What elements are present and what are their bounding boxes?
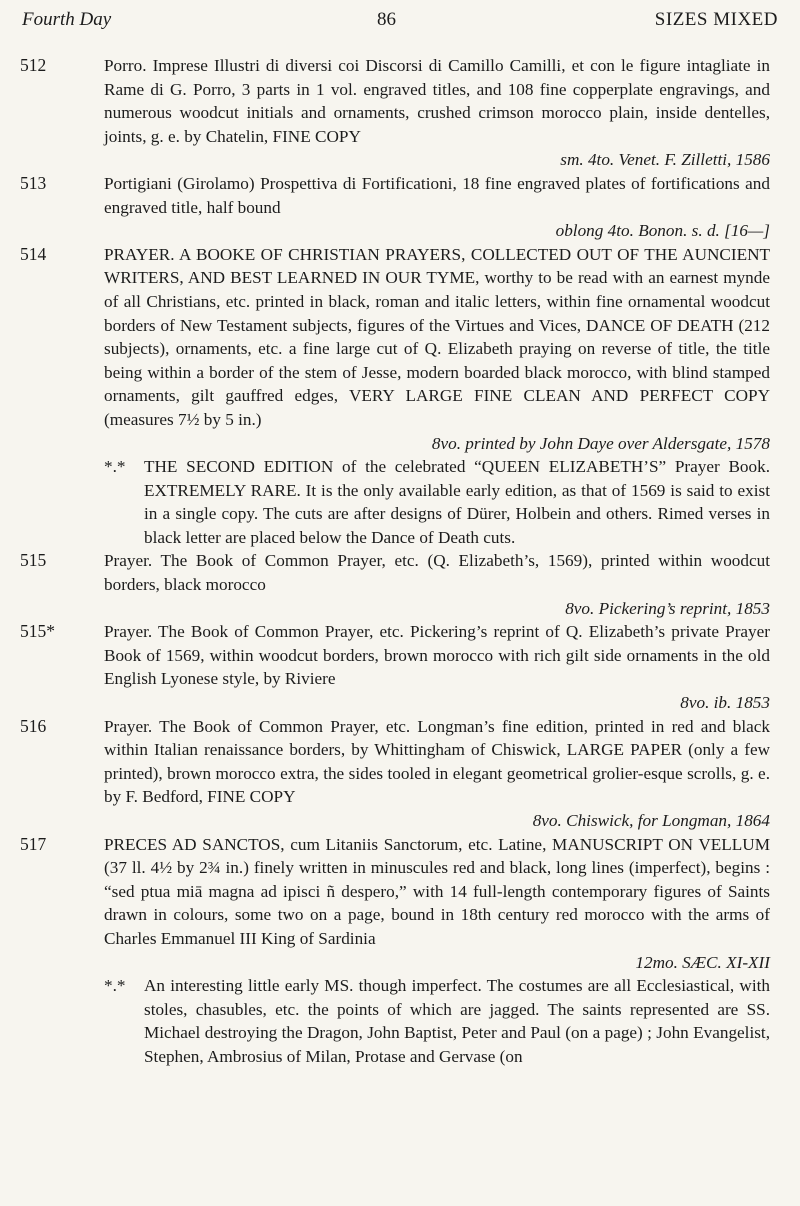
lot-entry (0, 54, 800, 172)
lot-description: Portigiani (Girolamo) Prospettiva di Fortificationi, 18 fine engraved plates of fortifications and engraved title, half bound (104, 173, 770, 217)
lot-number: 512 (20, 55, 47, 75)
lot-number: 514 (20, 243, 47, 264)
lot-entry (0, 549, 800, 620)
lot-entry (0, 833, 800, 975)
note-asterisks: *.* (104, 457, 126, 477)
lot-list (0, 54, 800, 1069)
lot-number: 513 (20, 172, 47, 193)
day-label: Fourth Day (22, 9, 112, 30)
lot-description: PRECES AD SANCTOS, cum Litaniis Sanctorum, etc. Latine, MANUSCRIPT ON VELLUM (37 ll. 4½ by 2¾ in.) finely written in minuscules red and black, long lines (imperfect), begins : “sed ptua miā magna ad ipisci ñ despero,” with 14 full-length contemporary figures of Saints drawn in colours, some two on a page, bound in 18th century red morocco with the arms of Charles Emmanuel III King of Sardinia (104, 834, 770, 948)
lot-description: Prayer. The Book of Common Prayer, etc. Longman’s fine edition, printed in red and black within Italian renaissance borders, by Whittingham of Chiswick, LARGE PAPER (only a few printed), brown morocco extra, the sides tooled in elegant geometrical grolier-esque scrolls, g. e. by F. Bedford, FINE COPY (104, 716, 770, 807)
lot-number: 516 (20, 715, 47, 736)
lot-imprint: sm. 4to. Venet. F. Zilletti, 1586 (560, 150, 770, 170)
note-asterisks: *.* (104, 976, 126, 996)
lot-imprint: 12mo. SÆC. XI-XII (635, 952, 770, 972)
lot-imprint: 8vo. Chiswick, for Longman, 1864 (532, 811, 770, 830)
section-label: SIZES MIXED (654, 9, 778, 30)
running-header (22, 8, 778, 34)
lot-imprint: 8vo. printed by John Daye over Aldersgate, 1578 (431, 433, 770, 453)
lot-imprint: oblong 4to. Bonon. s. d. [16—] (555, 221, 770, 241)
lot-description: Prayer. The Book of Common Prayer, etc. (Q. Elizabeth’s, 1569), printed within woodcut borders, black morocco (104, 551, 770, 595)
lot-note (0, 974, 800, 1068)
lot-number: 517 (20, 833, 47, 854)
lot-number: 515* (20, 621, 55, 642)
note-text: An interesting little early MS. though imperfect. The costumes are all Ecclesiastical, with stoles, chasubles, etc. the points of which are jagged. The saints represented are SS. Michael destroying the Dragon, John Baptist, Peter and Paul (on a page) ; John Evangelist, Stephen, Ambrosius of Milan, Protase and Gervase (on (144, 976, 770, 1066)
lot-description: Prayer. The Book of Common Prayer, etc. Pickering’s reprint of Q. Elizabeth’s private Prayer Book of 1569, within woodcut borders, brown morocco with rich gilt side ornaments in the old English Lyonese style, by Riviere (104, 622, 770, 689)
lot-imprint: 8vo. Pickering’s reprint, 1853 (565, 598, 770, 618)
lot-entry (0, 715, 800, 833)
lot-entry (0, 172, 800, 243)
lot-entry (0, 620, 800, 714)
note-text: THE SECOND EDITION of the celebrated “QUEEN ELIZABETH’S” Prayer Book. EXTREMELY RARE. It is the only available early edition, as that of 1569 is said to exist in a single copy. The cuts are after designs of Dürer, Holbein and others. Rimed verses in black letter are placed below the Dance of Death cuts. (144, 457, 770, 547)
page-number: 86 (377, 9, 396, 30)
lot-number: 515 (20, 550, 47, 571)
lot-imprint: 8vo. ib. 1853 (680, 693, 770, 713)
lot-note (0, 455, 800, 549)
lot-description: Porro. Imprese Illustri di diversi coi Discorsi di Camillo Camilli, et con le figure intagliate in Rame di G. Porro, 3 parts in 1 vol. engraved titles, and 108 fine copperplate engravings, and numerous woodcut initials and ornaments, crushed crimson morocco plain, inside dentelles, joints, g. e. by Chatelin, FINE COPY (104, 56, 770, 146)
lot-description: PRAYER. A BOOKE OF CHRISTIAN PRAYERS, COLLECTED OUT OF THE AUNCIENT WRITERS, AND BEST LEARNED IN OUR TYME, worthy to be read with an earnest mynde of all Christians, etc. printed in black, roman and italic letters, within fine ornamental woodcut borders of New Testament subjects, figures of the Virtues and Vices, DANCE OF DEATH (212 subjects), ornaments, etc. a fine large cut of Q. Elizabeth praying on reverse of title, the title being within a border of the stem of Jesse, modern boarded black morocco, with blind stamped ornaments, gilt gauffred edges, VERY LARGE FINE CLEAN AND PERFECT COPY (measures 7½ by 5 in.) (104, 244, 770, 429)
lot-entry (0, 243, 800, 455)
